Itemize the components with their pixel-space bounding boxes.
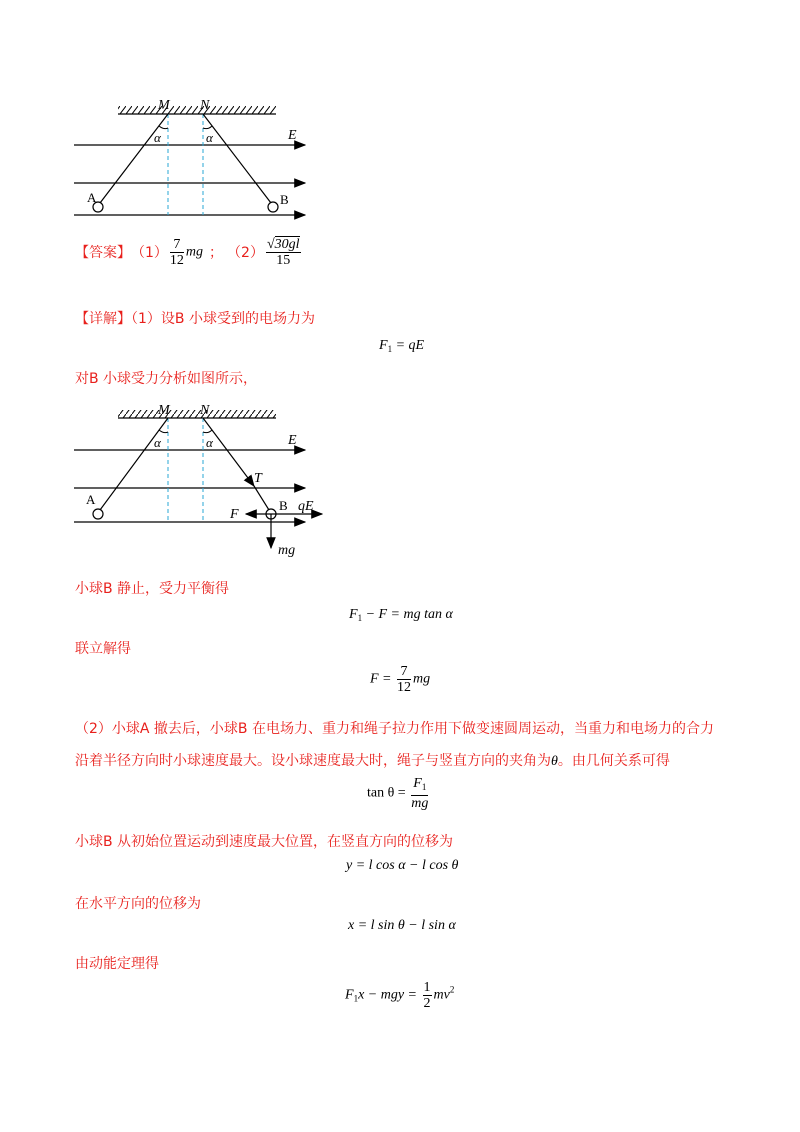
figure-2-diagram xyxy=(60,398,350,563)
label-alpha-right: α xyxy=(206,130,213,145)
label-n: N xyxy=(200,98,210,113)
detail-line-2: 对B 小球受力分析如图所示， xyxy=(75,371,258,387)
detail-line-5b xyxy=(75,750,670,770)
detail-line-1-text: （1）设B 小球受到的电场力为 xyxy=(131,311,315,327)
label-alpha-right-2: α xyxy=(206,435,213,450)
label-m: M xyxy=(158,98,170,113)
ball-a-2 xyxy=(93,509,103,519)
ceiling-hatch-2 xyxy=(118,410,276,418)
eq1-lhs-sub: 1 xyxy=(387,344,393,354)
label-a-2: A xyxy=(86,492,96,507)
eq7-tail-sup: 2 xyxy=(449,984,455,995)
line5b-post: 。由几何关系可得 xyxy=(557,753,670,769)
angle-arc-left xyxy=(159,126,168,129)
eq7-a-sub: 1 xyxy=(353,993,359,1004)
eq3-den: 12 xyxy=(397,680,411,695)
line5b-theta: θ xyxy=(551,754,558,769)
equation-6: x = l sin θ − l sin α xyxy=(348,918,456,933)
answer-part1 xyxy=(168,237,203,268)
string-b-2 xyxy=(203,418,254,486)
equation-5: y = l cos α − l cos θ xyxy=(346,858,459,873)
ball-b xyxy=(268,202,278,212)
answer-part1-tail: mg xyxy=(185,244,204,260)
answer-part2-den: 15 xyxy=(276,252,291,268)
eq7-a: F xyxy=(345,987,354,1003)
label-a: A xyxy=(87,190,97,205)
answer-part2-label: （2） xyxy=(227,245,264,261)
answer-part1-num: 7 xyxy=(170,237,184,253)
label-n-2: N xyxy=(200,403,210,418)
label-m-2: M xyxy=(158,403,170,418)
angle-arc-left-2 xyxy=(159,430,168,433)
answer-prefix: 【答案】 xyxy=(75,245,131,261)
label-b-2: B xyxy=(279,498,288,513)
eq3-lhs: F = xyxy=(370,671,395,687)
label-e: E xyxy=(288,128,297,143)
eq1-lhs: F xyxy=(379,338,388,353)
eq1-rhs: = qE xyxy=(392,338,425,353)
eq4-lhs: tan θ = xyxy=(367,785,410,801)
line5b-pre: 沿着半径方向时小球速度最大。设小球速度最大时，绳子与竖直方向的夹角为 xyxy=(75,753,551,769)
label-e-2: E xyxy=(288,433,297,448)
detail-line-6: 小球B 从初始位置运动到速度最大位置，在竖直方向的位移为 xyxy=(75,834,454,850)
label-qe: qE xyxy=(298,499,314,514)
angle-arc-right-2 xyxy=(203,430,212,433)
angle-arc-right xyxy=(203,126,212,129)
string-b xyxy=(203,114,271,203)
eq4-num: F xyxy=(413,776,422,791)
detail-line-5a: （2）小球A 撤去后，小球B 在电场力、重力和绳子拉力作用下做变速圆周运动，当重力和电场力的合力 xyxy=(75,721,714,737)
eq3-tail: mg xyxy=(413,671,431,687)
figure-1-diagram xyxy=(60,90,340,220)
eq2-a-sub: 1 xyxy=(357,613,363,623)
eq4-num-sub: 1 xyxy=(421,782,427,792)
eq3-num: 7 xyxy=(397,664,411,680)
eq2-a: F xyxy=(349,607,358,622)
detail-prefix: 【详解】 xyxy=(75,311,131,327)
label-alpha-left: α xyxy=(154,130,161,145)
equation-4 xyxy=(367,776,430,811)
eq7-num: 1 xyxy=(423,980,431,995)
eq7-b: x − mgy = xyxy=(358,987,421,1003)
label-alpha-left-2: α xyxy=(154,435,161,450)
detail-line-4: 联立解得 xyxy=(75,641,131,657)
label-b: B xyxy=(280,192,289,207)
eq2-b: − F = mg tan α xyxy=(362,607,453,622)
eq7-tail: mv xyxy=(433,987,450,1003)
string-a-2 xyxy=(100,418,168,510)
answer-part1-den: 12 xyxy=(169,252,184,268)
answer-part2: $\frac{√30gl}{15}$ xyxy=(266,236,300,268)
answer-part1-label: （1） xyxy=(131,245,168,261)
detail-line-3: 小球B 静止，受力平衡得 xyxy=(75,581,230,597)
string-a xyxy=(100,114,168,203)
equation-3 xyxy=(370,664,430,695)
answer-separator: ； xyxy=(209,245,224,261)
eq7-den: 2 xyxy=(423,996,431,1011)
equation-7 xyxy=(345,980,454,1011)
label-mg: mg xyxy=(278,543,296,558)
eq4-den: mg xyxy=(411,796,429,811)
string-b-lower xyxy=(254,486,269,510)
label-f: F xyxy=(230,507,239,522)
equation-2 xyxy=(349,607,453,623)
ceiling-hatch xyxy=(118,106,276,114)
detail-line-7: 在水平方向的位移为 xyxy=(75,896,201,912)
equation-1 xyxy=(379,338,424,354)
answer-part2-root: 30gl xyxy=(274,236,300,252)
label-t: T xyxy=(254,471,262,486)
detail-line-1 xyxy=(75,308,315,328)
answer-line xyxy=(75,234,303,270)
detail-line-8: 由动能定理得 xyxy=(75,956,159,972)
